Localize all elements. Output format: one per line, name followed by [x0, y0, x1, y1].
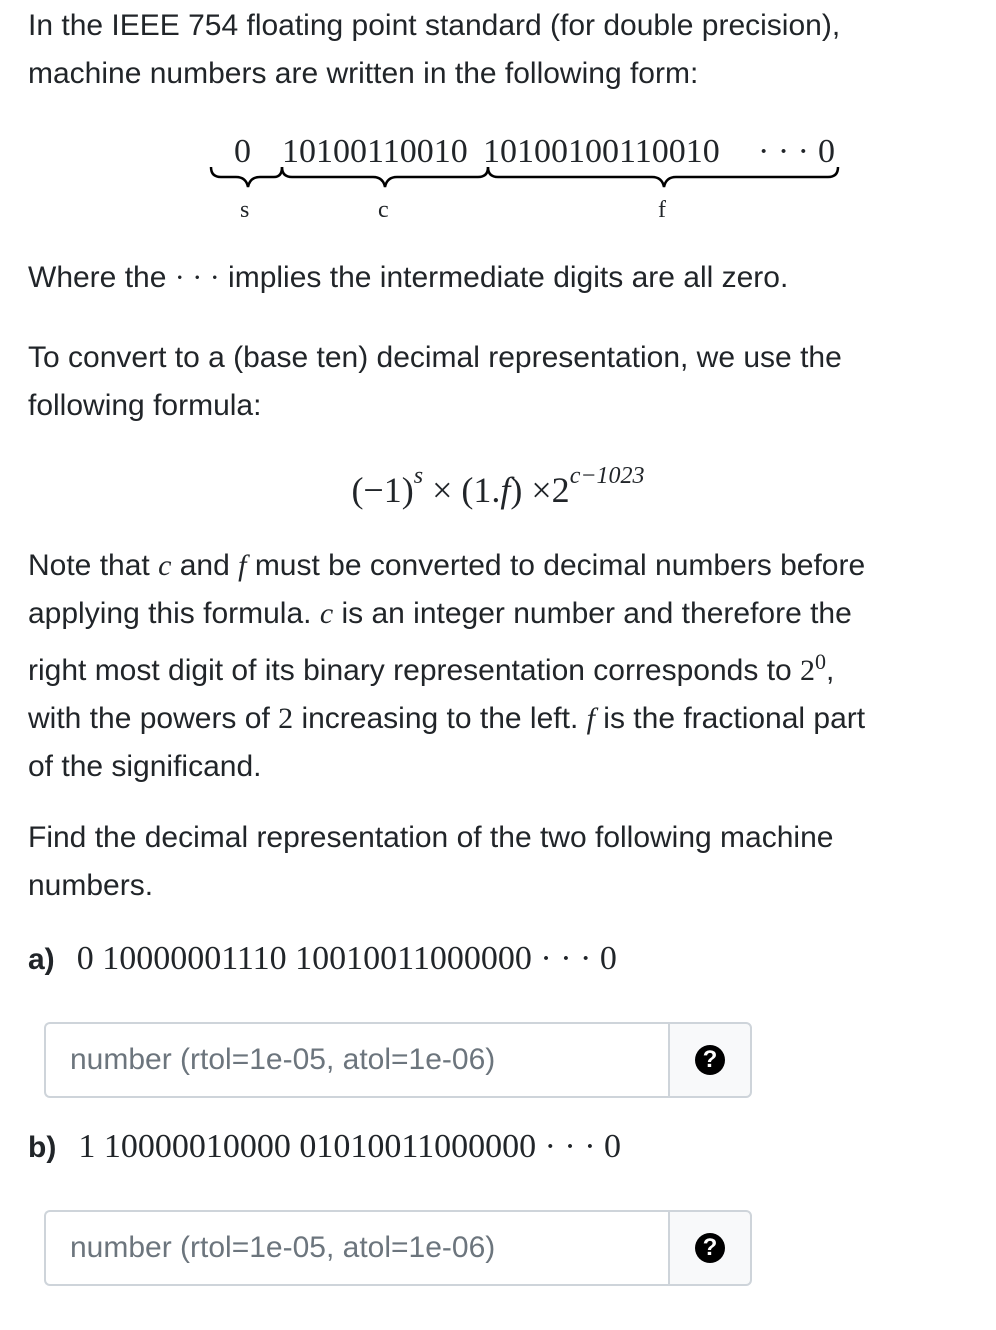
answer-a-group: [44, 1022, 752, 1098]
fraction-last-bit: 0: [818, 133, 835, 170]
label-f: f: [658, 197, 666, 223]
question-mark-icon: ?: [695, 1233, 725, 1263]
intro-line-2: machine numbers are written in the following form:: [28, 57, 699, 90]
intro-line-1: In the IEEE 754 floating point standard (for double precision),: [28, 9, 841, 42]
question-b-number: 1 10000010000 01010011000000 · · · 0: [78, 1128, 622, 1165]
fraction-bits: 10100100110010: [483, 133, 720, 170]
underbrace-c: [282, 167, 488, 187]
question-b: [28, 1128, 621, 1166]
label-s: s: [240, 197, 250, 223]
where-paragraph: Where the · · · implies the intermediate digits are all zero.: [28, 261, 789, 294]
answer-b-group: [44, 1210, 752, 1286]
label-c: c: [378, 197, 389, 223]
note-paragraph: Note that c and f must be converted to decimal numbers before applying this formula. c is an integer number and therefore the right most digit of its binary representation corresponds to $2^0$, with the powers of 2 increasing to the left. f is the fractional part of the significand.: [28, 549, 866, 783]
question-a-label: a): [28, 943, 55, 976]
question-a-number: 0 10000001110 10010011000000 · · · 0: [76, 940, 617, 977]
answer-b-input[interactable]: [44, 1210, 694, 1286]
answer-a-help-button[interactable]: [668, 1022, 752, 1098]
binary-layout-figure: [178, 125, 878, 235]
answer-a-input[interactable]: [44, 1022, 694, 1098]
question-a: [28, 940, 617, 978]
underbraces: [178, 159, 878, 229]
fraction-ellipsis: · · ·: [758, 133, 809, 170]
ellipsis-symbol: · · ·: [174, 261, 220, 294]
question-b-label: b): [28, 1131, 57, 1164]
question-mark-icon: ?: [695, 1045, 725, 1075]
exponent-bits: 10100110010: [282, 133, 468, 170]
intro-paragraph: [28, 2, 840, 98]
sign-bits: 0: [234, 133, 251, 170]
underbrace-s: [211, 167, 282, 187]
underbrace-f: [488, 167, 838, 187]
convert-paragraph: To convert to a (base ten) decimal representation, we use the following formula:: [28, 341, 842, 422]
find-paragraph: Find the decimal representation of the two following machine numbers.: [28, 821, 834, 902]
conversion-formula: $(-1)^s \times (1.f) \times 2^{c-1023}$: [351, 463, 645, 510]
answer-b-help-button[interactable]: [668, 1210, 752, 1286]
